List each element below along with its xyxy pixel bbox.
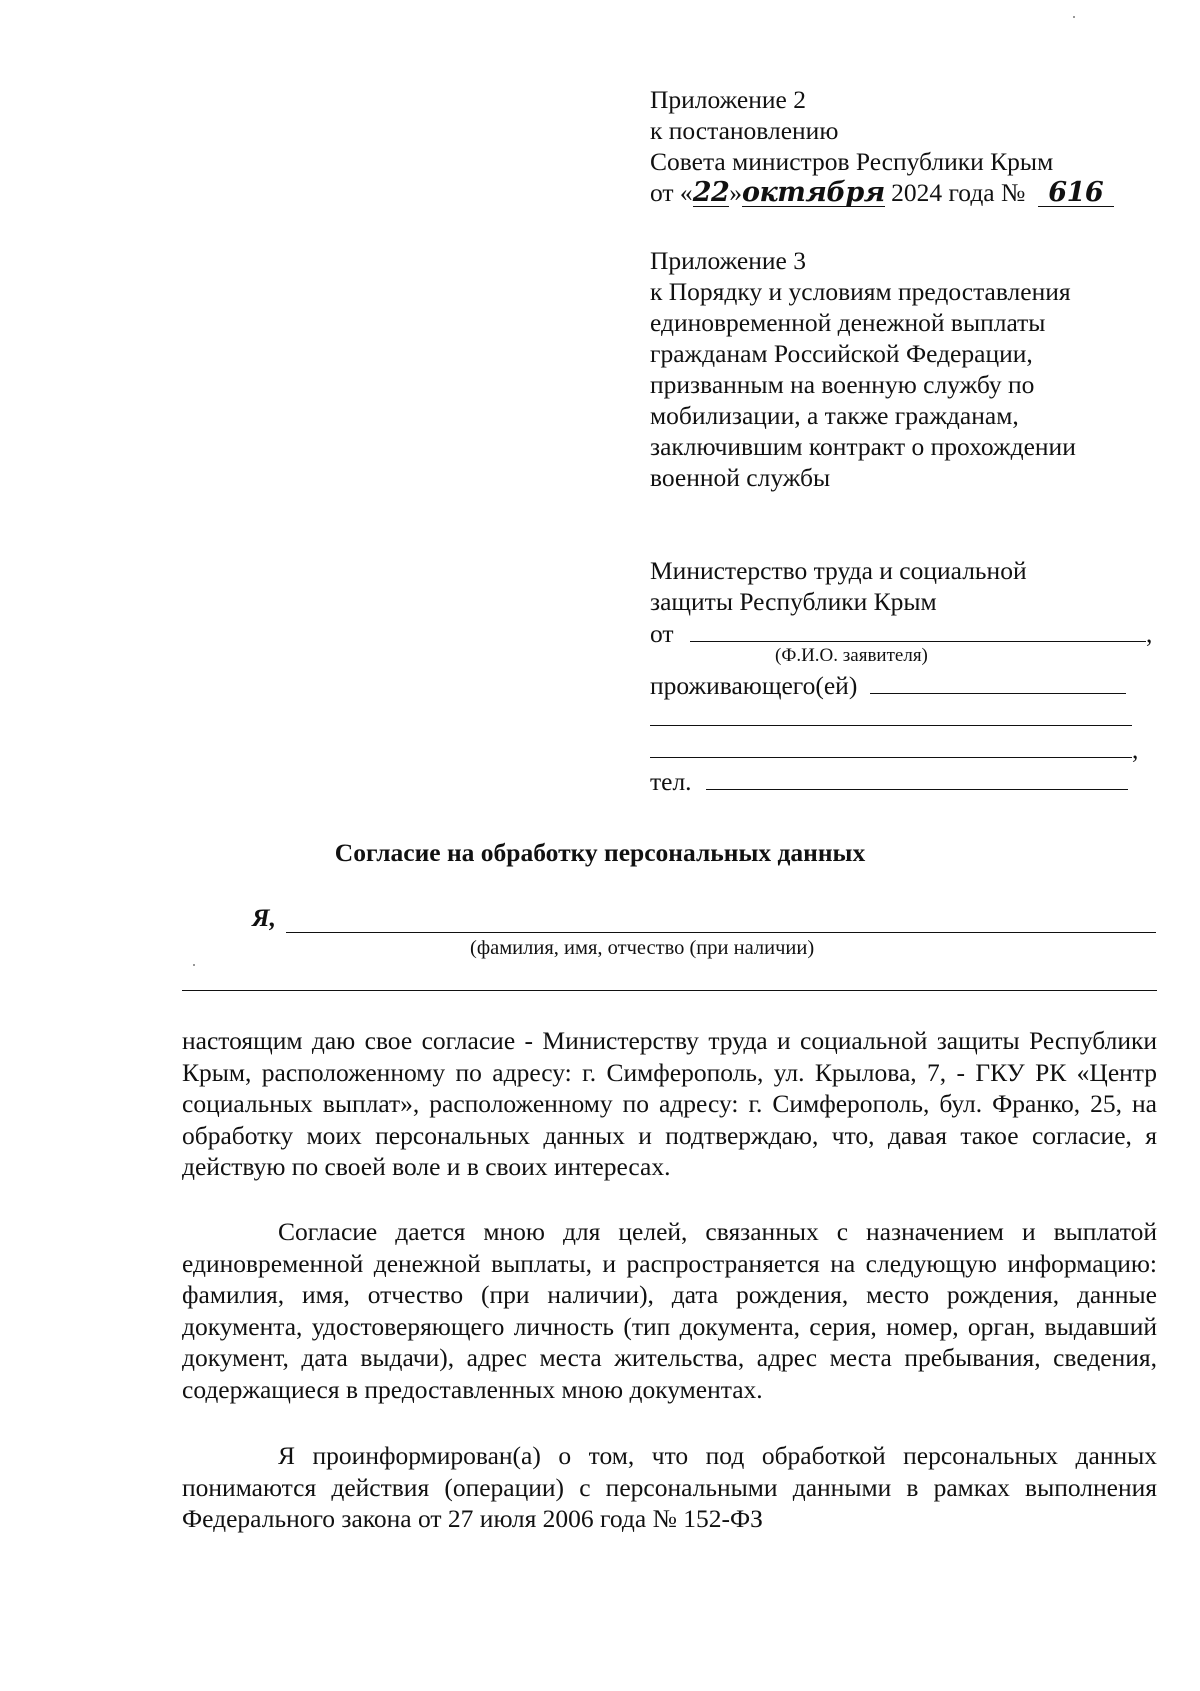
- handwritten-month: октября: [742, 177, 885, 208]
- residence-row-2: [650, 701, 1170, 733]
- scan-speck: [1073, 16, 1075, 18]
- declarant-prefix: Я,: [252, 903, 276, 932]
- from-label: от: [650, 619, 674, 648]
- consent-paragraph-3: [182, 1440, 1157, 1535]
- appendix-3-header: [650, 245, 1170, 493]
- residence-field-line-2: [650, 701, 1132, 726]
- consent-paragraph-2: [182, 1216, 1157, 1405]
- date-close: »: [729, 178, 743, 207]
- declarant-name-field: [286, 932, 1156, 933]
- paragraph-text: Согласие дается мною для целей, связанных с назначением и выплатой единовременной денежной выплаты, и распространяется на следующую информацию: фамилия, имя, отчество (при наличии), дата рождения, место рождения, данные документа, удостоверяющего личность (тип документа, серия, номер, орган, выдавший документ, дата выдачи), адрес места жительства, адрес места пребывания, сведения, содержащиеся в предоставленных мною документах.: [182, 1217, 1157, 1404]
- declarant-caption: (фамилия, имя, отчество (при наличии): [470, 937, 815, 959]
- addressee-ministry: Министерство труда и социальной: [650, 556, 1027, 585]
- consent-paragraph-1: [182, 1025, 1157, 1183]
- comma: ,: [1132, 735, 1139, 764]
- declarant-name-field-line-2: [182, 990, 1157, 991]
- appendix-3-line: заключившим контракт о прохождении: [650, 432, 1076, 461]
- residence-row: [650, 669, 1170, 701]
- paragraph-text: Я проинформирован(а) о том, что под обработкой персональных данных понимаются действия (операции) с персональными данными в рамках выполнения Федерального закона от 27 июля 2006 года № 152-ФЗ: [182, 1441, 1157, 1533]
- handwritten-day: 22: [692, 177, 730, 208]
- residing-label: проживающего(ей): [650, 671, 858, 700]
- appendix-3-line: гражданам Российской Федерации,: [650, 339, 1033, 368]
- document-title: Согласие на обработку персональных данных: [334, 838, 866, 867]
- number-sign: №: [1001, 178, 1026, 207]
- residence-row-3: [650, 733, 1170, 765]
- appendix-2-ref: к постановлению: [650, 116, 839, 145]
- phone-row: [650, 765, 1170, 797]
- residence-field: [870, 669, 1126, 694]
- applicant-name-field: [690, 617, 1146, 642]
- addressee-block: [650, 555, 1170, 797]
- residence-field-line-3: [650, 733, 1132, 758]
- appendix-2-header: [650, 84, 1170, 208]
- appendix-3-line: к Порядку и условиям предоставления: [650, 277, 1071, 306]
- addressee-ministry-cont: защиты Республики Крым: [650, 587, 937, 616]
- date-prefix: от «: [650, 178, 693, 207]
- appendix-2-date-line: [650, 177, 1170, 208]
- phone-field: [706, 765, 1128, 790]
- appendix-3-line: призванным на военную службу по: [650, 370, 1035, 399]
- paragraph-text: настоящим даю свое согласие - Министерству труда и социальной защиты Республики Крым, расположенному по адресу: г. Симферополь, ул. Крылова, 7, - ГКУ РК «Центр социальных выплат», расположенному по адресу: г. Симферополь, бул. Франко, 25, на обработку моих персональных данных и подтверждаю, что, давая такое согласие, я действую по своей воле и в своих интересах.: [182, 1026, 1157, 1181]
- appendix-3-line: единовременной денежной выплаты: [650, 308, 1046, 337]
- comma: ,: [1145, 619, 1153, 648]
- handwritten-number: 616: [1038, 180, 1114, 207]
- phone-label: тел.: [650, 767, 692, 796]
- applicant-caption: (Ф.И.О. заявителя): [775, 645, 928, 666]
- appendix-2-council: Совета министров Республики Крым: [650, 147, 1054, 176]
- appendix-3-line: Приложение 3: [650, 246, 806, 275]
- appendix-3-line: мобилизации, а также гражданам,: [650, 401, 1019, 430]
- appendix-3-line: военной службы: [650, 463, 831, 492]
- appendix-2-title: Приложение 2: [650, 85, 806, 114]
- scan-speck: [193, 964, 195, 966]
- date-year: 2024 года: [891, 178, 995, 207]
